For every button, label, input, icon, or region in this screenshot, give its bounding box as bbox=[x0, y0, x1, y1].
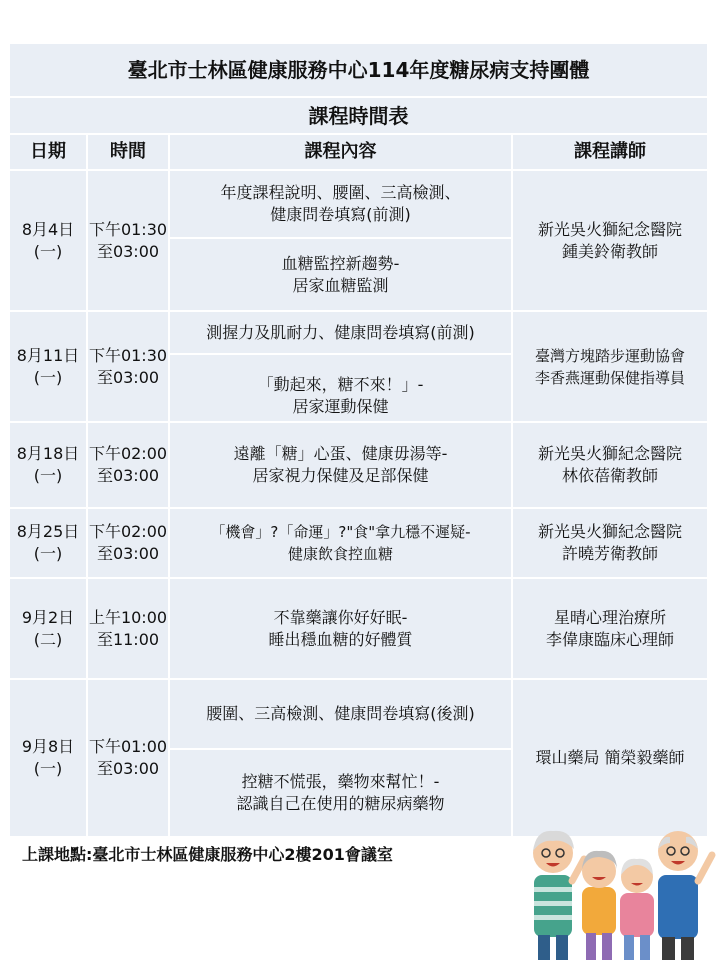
header-teacher: 課程講師 bbox=[574, 141, 646, 162]
session-date: 9月2日 (二) bbox=[21, 607, 75, 649]
grandpa-left-figure bbox=[533, 831, 584, 960]
session-content: 腰圍、三高檢測、健康問卷填寫(後測) bbox=[206, 704, 475, 723]
grandma-figure bbox=[582, 851, 617, 960]
session-date: 8月4日 (一) bbox=[21, 219, 75, 261]
session-time: 下午01:00 至03:00 bbox=[88, 737, 168, 778]
page-subtitle: 課程時間表 bbox=[308, 103, 409, 128]
session-content: 血糖監控新趨勢- 居家血糖監測 bbox=[281, 253, 400, 295]
session-date: 8月18日 (一) bbox=[16, 444, 80, 485]
session-content: 遠離「糖」心蛋、健康毋湯等- 居家視力保健及足部保健 bbox=[233, 444, 448, 485]
session-teacher: 臺灣方塊踏步運動協會 李香燕運動保健指導員 bbox=[534, 346, 685, 387]
session-content: 年度課程說明、腰圍、三高檢測、 健康問卷填寫(前測) bbox=[220, 183, 461, 224]
session-time: 下午01:30 至03:00 bbox=[88, 219, 168, 261]
page-title: 臺北市士林區健康服務中心114年度糖尿病支持團體 bbox=[127, 58, 590, 82]
session-date: 8月25日 (一) bbox=[16, 522, 80, 563]
session-teacher: 新光吳火獅紀念醫院 許曉芳衛教師 bbox=[537, 522, 682, 563]
session-teacher: 新光吳火獅紀念醫院 鍾美鈴衛教師 bbox=[537, 219, 682, 261]
grandma-right-figure bbox=[620, 859, 654, 960]
session-time: 下午02:00 至03:00 bbox=[88, 444, 168, 485]
session-date: 9月8日 (一) bbox=[21, 737, 75, 778]
session-teacher: 星晴心理治療所 李偉康臨床心理師 bbox=[545, 607, 674, 649]
session-time: 上午10:00 至11:00 bbox=[88, 607, 168, 649]
grandpa-right-figure bbox=[658, 831, 712, 960]
session-content: 控糖不慌張，藥物來幫忙！- 認識自己在使用的糖尿病藥物 bbox=[236, 772, 445, 813]
session-teacher: 新光吳火獅紀念醫院 林依蓓衛教師 bbox=[537, 444, 682, 485]
elderly-people-illustration bbox=[520, 815, 720, 960]
venue-note: 上課地點:臺北市士林區健康服務中心2樓201會議室 bbox=[22, 845, 393, 864]
session-content: 「機會」?「命運」?"食"拿九穩不遲疑- 健康飲食控血糖 bbox=[210, 523, 471, 563]
session-time: 下午02:00 至03:00 bbox=[88, 522, 168, 563]
session-content: 測握力及肌耐力、健康問卷填寫(前測) bbox=[206, 322, 475, 342]
session-content: 不靠藥讓你好好眠- 睡出穩血糖的好體質 bbox=[268, 607, 413, 649]
header-time: 時間 bbox=[110, 141, 146, 162]
session-content: 「動起來，糖不來！」- 居家運動保健 bbox=[257, 375, 424, 416]
session-time: 下午01:30 至03:00 bbox=[88, 345, 168, 387]
header-content: 課程內容 bbox=[304, 141, 377, 162]
header-date: 日期 bbox=[30, 141, 66, 162]
session-date: 8月11日 (一) bbox=[16, 345, 80, 387]
session-teacher: 環山藥局 簡榮毅藥師 bbox=[535, 748, 685, 767]
